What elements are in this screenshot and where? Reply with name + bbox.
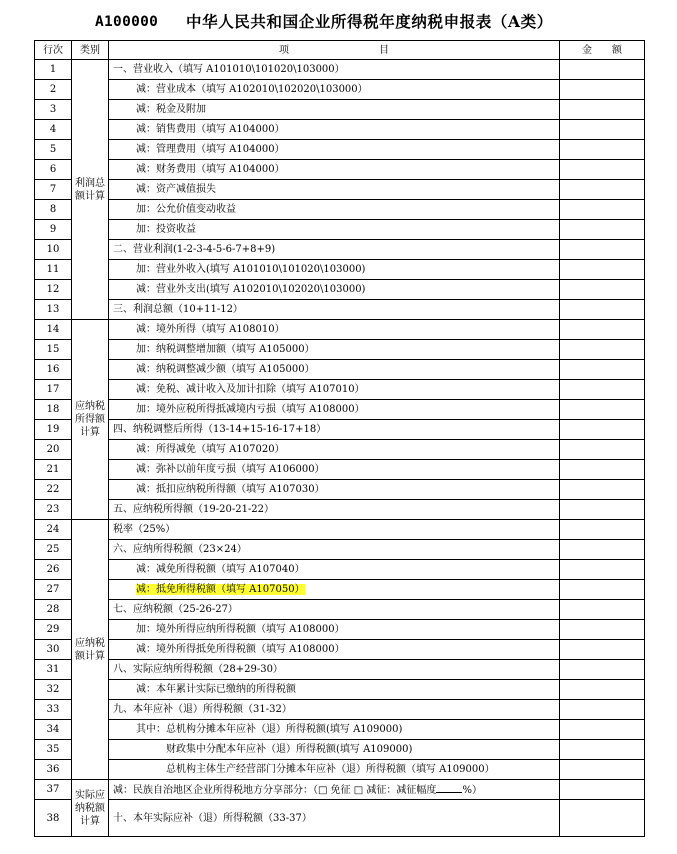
row-number: 12 [35,280,72,300]
row-number: 27 [35,580,72,600]
row-item: 财政集中分配本年应补（退）所得税额(填写 A109000) [109,740,560,760]
amount-cell[interactable] [560,220,645,240]
row-item: 减：资产减值损失 [109,180,560,200]
row-number: 17 [35,380,72,400]
table-row [35,720,645,740]
row-item: 税率（25%） [109,520,560,540]
row-number: 37 [35,780,72,800]
row-item: 加：境外所得应纳所得税额（填写 A108000） [109,620,560,640]
amount-cell[interactable] [560,580,645,600]
row-item: 减：财务费用（填写 A104000） [109,160,560,180]
amount-cell[interactable] [560,800,645,837]
row-item: 减：免税、减计收入及加计扣除（填写 A107010） [109,380,560,400]
amount-cell[interactable] [560,160,645,180]
row-item [109,780,560,800]
table-row [35,340,645,360]
header-amount: 金 额 [560,41,645,60]
table-row [35,140,645,160]
row-number: 13 [35,300,72,320]
table-row [35,520,645,540]
row-item: 加：纳税调整增加额（填写 A105000） [109,340,560,360]
amount-cell[interactable] [560,700,645,720]
category-taxable-label: 应纳税所得额计算 [75,401,105,438]
table-row [35,580,645,600]
table-row [35,160,645,180]
amount-cell[interactable] [560,660,645,680]
row-item: 减：税金及附加 [109,100,560,120]
row-item: 四、纳税调整后所得（13-14+15-16-17+18） [109,420,560,440]
amount-cell[interactable] [560,200,645,220]
table-header-row [35,41,645,60]
row-number: 20 [35,440,72,460]
reduction-rate-blank[interactable] [436,783,462,793]
row-item: 减：弥补以前年度亏损（填写 A106000） [109,460,560,480]
table-row [35,620,645,640]
row-item: 加：境外应税所得抵减境内亏损（填写 A108000） [109,400,560,420]
row-number: 6 [35,160,72,180]
row-item: 减：营业成本（填写 A102010\102020\103000） [109,80,560,100]
amount-cell[interactable] [560,240,645,260]
row-number: 21 [35,460,72,480]
table-row [35,300,645,320]
row-item: 减：纳税调整减少额（填写 A105000） [109,360,560,380]
row-number: 18 [35,400,72,420]
row-number: 2 [35,80,72,100]
row-item: 加：营业外收入(填写 A101010\101020\103000) [109,260,560,280]
amount-cell[interactable] [560,740,645,760]
row-number: 4 [35,120,72,140]
row-item: 减：减免所得税额（填写 A107040） [109,560,560,580]
row-number: 28 [35,600,72,620]
category-actual [72,780,109,837]
row-item: 三、利润总额（10+11-12） [109,300,560,320]
category-profit [72,60,109,320]
row-item: 七、应纳税额（25-26-27） [109,600,560,620]
table-row [35,740,645,760]
table-row [35,460,645,480]
row-number: 22 [35,480,72,500]
amount-cell[interactable] [560,420,645,440]
row-number: 7 [35,180,72,200]
amount-cell[interactable] [560,60,645,80]
row-item: 减：销售费用（填写 A104000） [109,120,560,140]
row-number: 10 [35,240,72,260]
table-row [35,680,645,700]
category-profit-label: 利润总额计算 [75,177,105,202]
row-item: 减：营业外支出(填写 A102010\102020\103000) [109,280,560,300]
amount-cell[interactable] [560,300,645,320]
row-number: 31 [35,660,72,680]
amount-cell[interactable] [560,380,645,400]
amount-cell[interactable] [560,340,645,360]
row-number: 14 [35,320,72,340]
row-item-prefix: 减：民族自治地区企业所得税地方分享部分：（□ 免征 □ 减征：减征幅度 [113,784,437,796]
row-item: 八、实际应纳所得税额（28+29-30） [109,660,560,680]
amount-cell[interactable] [560,720,645,740]
amount-cell[interactable] [560,780,645,800]
row-number: 16 [35,360,72,380]
amount-cell[interactable] [560,640,645,660]
row-number: 24 [35,520,72,540]
row-number: 19 [35,420,72,440]
row-item: 总机构主体生产经营部门分摊本年应补（退）所得税额（填写 A109000） [109,760,560,780]
table-row [35,360,645,380]
row-item: 减：管理费用（填写 A104000） [109,140,560,160]
row-item: 减：境外所得抵免所得税额（填写 A108000） [109,640,560,660]
amount-cell[interactable] [560,120,645,140]
table-row [35,760,645,780]
row-item: 二、营业利润(1-2-3-4-5-6-7+8+9) [109,240,560,260]
table-row [35,60,645,80]
table-row [35,540,645,560]
amount-cell[interactable] [560,320,645,340]
table-row [35,120,645,140]
amount-cell[interactable] [560,620,645,640]
row-number: 32 [35,680,72,700]
row-number: 29 [35,620,72,640]
amount-cell[interactable] [560,560,645,580]
row-number: 30 [35,640,72,660]
row-number: 36 [35,760,72,780]
category-tax-label: 应纳税额计算 [75,637,105,662]
table-row [35,320,645,340]
table-row [35,480,645,500]
header-category: 类别 [72,41,109,60]
row-item: 其中：总机构分摊本年应补（退）所得税额(填写 A109000) [109,720,560,740]
amount-cell[interactable] [560,180,645,200]
table-row [35,180,645,200]
row-item: 减：境外所得（填写 A108010） [109,320,560,340]
row-item: 加：公允价值变动收益 [109,200,560,220]
row-number: 8 [35,200,72,220]
table-row [35,240,645,260]
table-row [35,100,645,120]
category-actual-label: 实际应纳税额计算 [75,789,105,827]
category-taxable [72,320,109,520]
row-number: 5 [35,140,72,160]
table-row [35,280,645,300]
amount-cell[interactable] [560,440,645,460]
row-item: 六、应纳所得税额（23×24） [109,540,560,560]
row-item [109,580,560,600]
table-row [35,660,645,680]
table-row [35,220,645,240]
form-code: A100000 [95,14,159,30]
row-item: 九、本年应补（退）所得税额（31-32） [109,700,560,720]
row-number: 9 [35,220,72,240]
row-item: 一、营业收入（填写 A101010\101020\103000） [109,60,560,80]
row-number: 11 [35,260,72,280]
row-number: 38 [35,800,72,837]
form-name: 中华人民共和国企业所得税年度纳税申报表（A类） [186,12,553,31]
table-row [35,400,645,420]
amount-cell[interactable] [560,260,645,280]
row-number: 15 [35,340,72,360]
amount-cell[interactable] [560,520,645,540]
tax-return-table [34,40,645,837]
table-row [35,640,645,660]
row-number: 25 [35,540,72,560]
table-row [35,800,645,837]
amount-cell[interactable] [560,760,645,780]
row-item: 五、应纳税所得额（19-20-21-22） [109,500,560,520]
table-row [35,700,645,720]
table-row [35,780,645,800]
header-row-no: 行次 [35,41,72,60]
amount-cell[interactable] [560,100,645,120]
row-item: 减：本年累计实际已缴纳的所得税额 [109,680,560,700]
table-row [35,560,645,580]
amount-cell[interactable] [560,140,645,160]
row-number: 26 [35,560,72,580]
row-number: 33 [35,700,72,720]
table-row [35,380,645,400]
amount-cell[interactable] [560,500,645,520]
amount-cell[interactable] [560,460,645,480]
amount-cell[interactable] [560,280,645,300]
amount-cell[interactable] [560,600,645,620]
table-row [35,200,645,220]
amount-cell[interactable] [560,360,645,380]
row-number: 3 [35,100,72,120]
amount-cell[interactable] [560,400,645,420]
table-row [35,440,645,460]
amount-cell[interactable] [560,680,645,700]
highlighted-item-text: 减：抵免所得税额（填写 A107050） [136,584,305,595]
row-item-suffix: %） [462,784,482,796]
amount-cell[interactable] [560,480,645,500]
row-item: 加：投资收益 [109,220,560,240]
row-number: 34 [35,720,72,740]
table-row [35,80,645,100]
row-number: 23 [35,500,72,520]
form-title [0,10,677,34]
table-row [35,500,645,520]
row-item: 减：所得减免（填写 A107020） [109,440,560,460]
row-number: 35 [35,740,72,760]
row-item: 减：抵扣应纳税所得额（填写 A107030） [109,480,560,500]
amount-cell[interactable] [560,540,645,560]
category-tax [72,520,109,780]
row-item: 十、本年实际应补（退）所得税额（33-37） [109,800,560,837]
amount-cell[interactable] [560,80,645,100]
table-row [35,600,645,620]
header-item: 项 目 [109,41,560,60]
row-number: 1 [35,60,72,80]
table-row [35,260,645,280]
table-row [35,420,645,440]
